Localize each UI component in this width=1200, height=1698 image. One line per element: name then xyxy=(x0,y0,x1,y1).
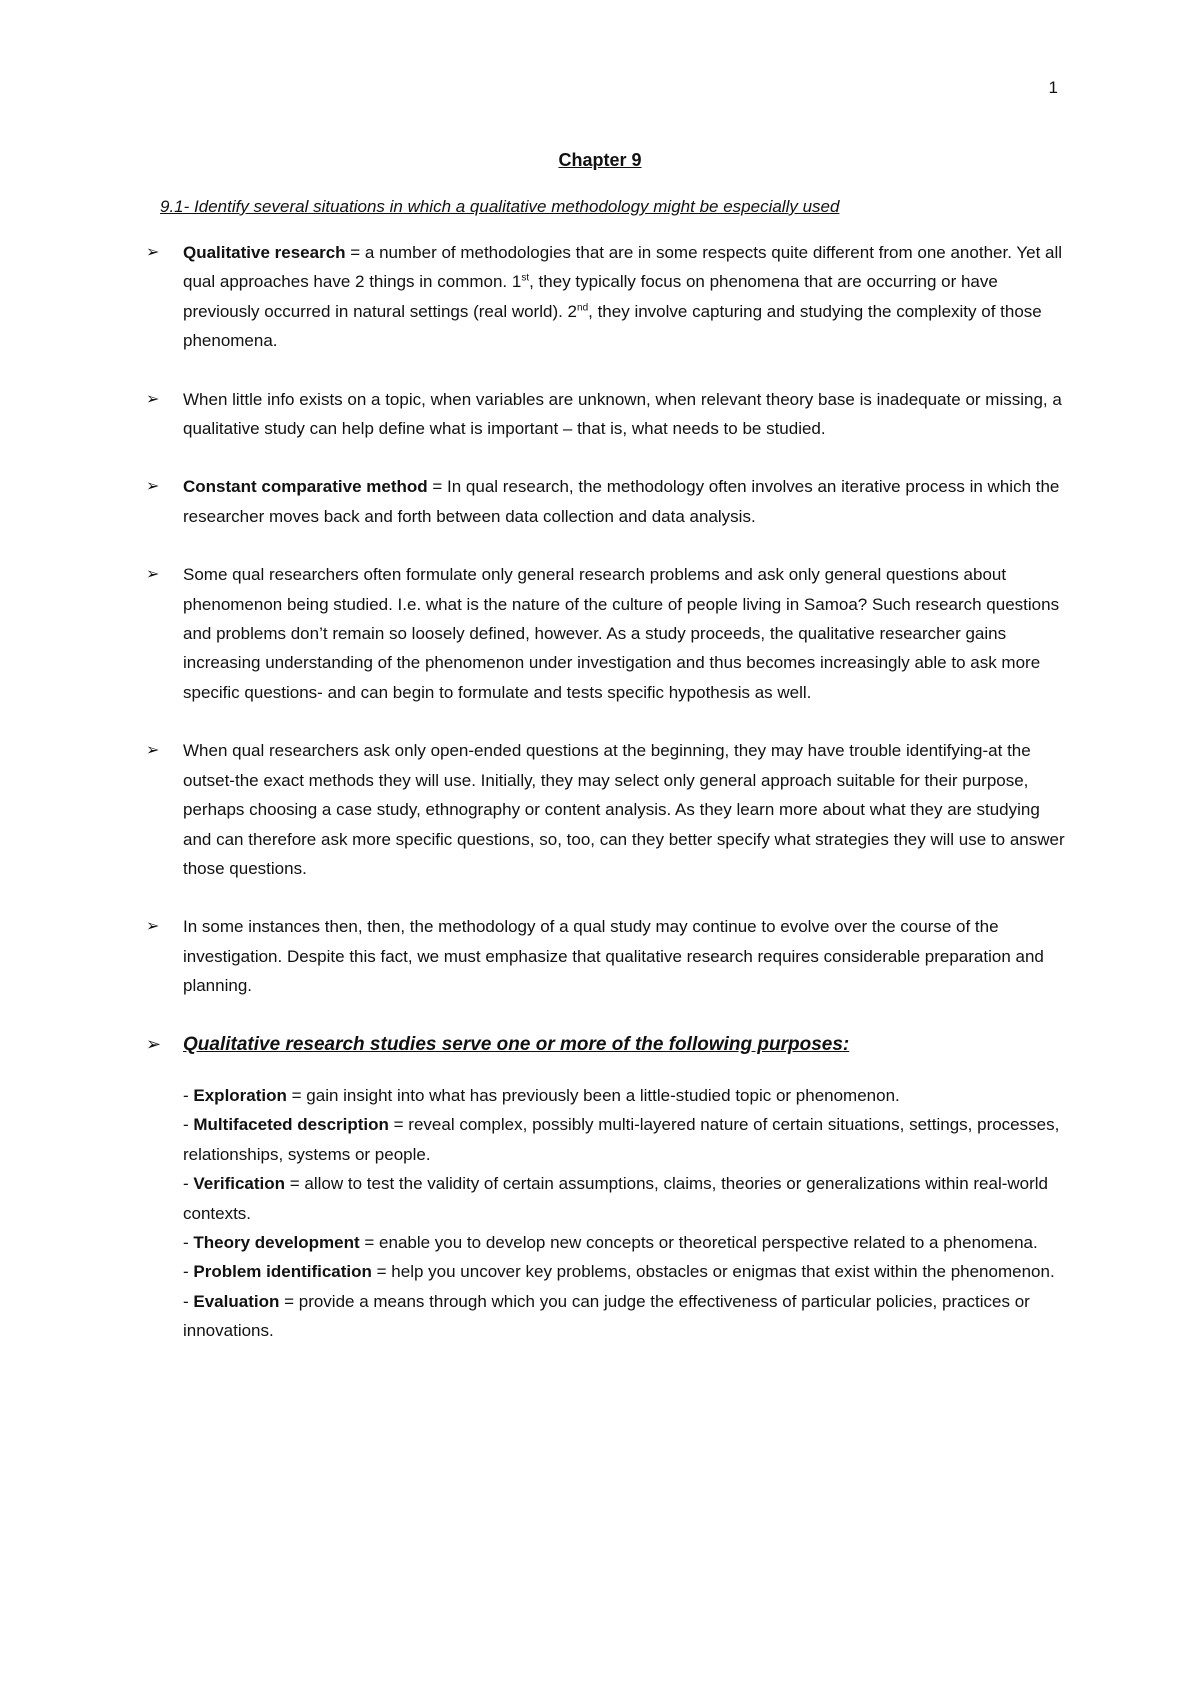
purpose-list xyxy=(146,1081,1066,1346)
arrow-bullet-icon: ➢ xyxy=(146,1033,162,1054)
bullet-text: When little info exists on a topic, when variables are unknown, when relevant theory base is inadequate or missing, a qualitative study can help define what is important – that is, what needs to be studied. xyxy=(183,389,1062,439)
purpose-term: Verification xyxy=(193,1174,286,1194)
bullet-text: = a number of methodologies that are in some respects quite different from one another. Yet all qual approaches have 2 things in common. 1 xyxy=(183,243,1063,292)
document-body xyxy=(146,238,1066,1346)
purpose-text: = gain insight into what has previously been a little-studied topic or phenomenon. xyxy=(286,1085,900,1105)
purpose-item: - Exploration = gain insight into what has previously been a little-studied topic or phenomenon. xyxy=(183,1085,900,1105)
purpose-term: Evaluation xyxy=(193,1291,280,1311)
arrow-bullet-icon: ➢ xyxy=(146,918,160,936)
purpose-term: Theory development xyxy=(193,1232,360,1252)
chapter-title: Chapter 9 xyxy=(558,150,642,170)
arrow-bullet-icon: ➢ xyxy=(146,566,160,584)
purpose-text: = reveal complex, possibly multi-layered nature of certain situations, settings, processes, relationships, systems or people. xyxy=(183,1115,1060,1164)
purpose-item: - Evaluation = provide a means through which you can judge the effectiveness of particular policies, practices or innovations. xyxy=(183,1291,1030,1341)
bullet-text: , they involve capturing and studying the complexity of those phenomena. xyxy=(183,301,1042,351)
arrow-bullet-icon: ➢ xyxy=(146,390,160,408)
arrow-bullet-icon: ➢ xyxy=(146,742,160,760)
purpose-item: - Problem identification = help you uncover key problems, obstacles or enigmas that exist within the phenomenon. xyxy=(183,1262,1055,1282)
purpose-item: - Verification = allow to test the validity of certain assumptions, claims, theories or generalizations within real-world contexts. xyxy=(183,1174,1049,1223)
term-qualitative-research: Qualitative research xyxy=(183,243,346,262)
page-number: 1 xyxy=(1048,78,1058,97)
purpose-text: = enable you to develop new concepts or theoretical perspective related to a phenomena. xyxy=(359,1232,1038,1252)
purpose-term: Exploration xyxy=(193,1085,287,1105)
purpose-item: - Multifaceted description = reveal complex, possibly multi-layered nature of certain situations, settings, processes, relationships, systems or people. xyxy=(183,1115,1060,1164)
bullet-general-problems xyxy=(146,560,1066,707)
bullet-methodology-evolves xyxy=(146,912,1066,1000)
bullet-purposes xyxy=(146,1030,1066,1059)
superscript: st xyxy=(521,272,530,284)
bullet-text: In some instances then, then, the methodology of a qual study may continue to evolve over the course of the investigation. Despite this fact, we must emphasize that qualitative research requires considerable preparation and planning. xyxy=(183,917,1044,996)
bullet-open-ended-questions xyxy=(146,736,1066,883)
bullet-text: , they typically focus on phenomena that are occurring or have previously occurred in natural settings (real world). 2 xyxy=(183,272,998,321)
purpose-term: Multifaceted description xyxy=(193,1115,389,1135)
purpose-item: - Theory development = enable you to develop new concepts or theoretical perspective related to a phenomena. xyxy=(183,1232,1038,1252)
bullet-little-info xyxy=(146,385,1066,444)
purpose-text: = help you uncover key problems, obstacles or enigmas that exist within the phenomenon. xyxy=(371,1262,1055,1282)
bullet-constant-comparative xyxy=(146,472,1066,531)
purposes-heading: Qualitative research studies serve one or more of the following purposes: xyxy=(183,1033,850,1055)
purpose-text: = provide a means through which you can judge the effectiveness of particular policies, practices or innovations. xyxy=(183,1291,1030,1341)
bullet-text: Some qual researchers often formulate only general research problems and ask only general questions about phenomenon being studied. I.e. what is the nature of the culture of people living in Samoa? Such research questions and problems don’t remain so loosely defined, however. As a study proceeds, the qualitative researcher gains increasing understanding of the phenomenon under investigation and thus becomes increasingly able to ask more specific questions- and can begin to formulate and tests specific hypothesis as well. xyxy=(183,565,1060,702)
purpose-text: = allow to test the validity of certain assumptions, claims, theories or generalizations within real-world contexts. xyxy=(183,1174,1049,1223)
bullet-text: When qual researchers ask only open-ended questions at the beginning, they may have trouble identifying-at the outset-the exact methods they will use. Initially, they may select only general approach suitable for their purpose, perhaps choosing a case study, ethnography or content analysis. As they learn more about what they are studying and can therefore ask more specific questions, so, too, can they better specify what strategies they will use to answer those questions. xyxy=(183,741,1065,878)
question-heading: 9.1- Identify several situations in which a qualitative methodology might be especially used xyxy=(160,197,840,216)
term-constant-comparative-method: Constant comparative method xyxy=(183,477,428,497)
purpose-term: Problem identification xyxy=(193,1262,372,1282)
superscript: nd xyxy=(577,302,589,314)
bullet-text: = In qual research, the methodology often involves an iterative process in which the researcher moves back and forth between data collection and data analysis. xyxy=(183,477,1060,526)
arrow-bullet-icon: ➢ xyxy=(146,478,160,496)
arrow-bullet-icon: ➢ xyxy=(146,244,160,261)
bullet-qualitative-research xyxy=(146,238,1066,356)
